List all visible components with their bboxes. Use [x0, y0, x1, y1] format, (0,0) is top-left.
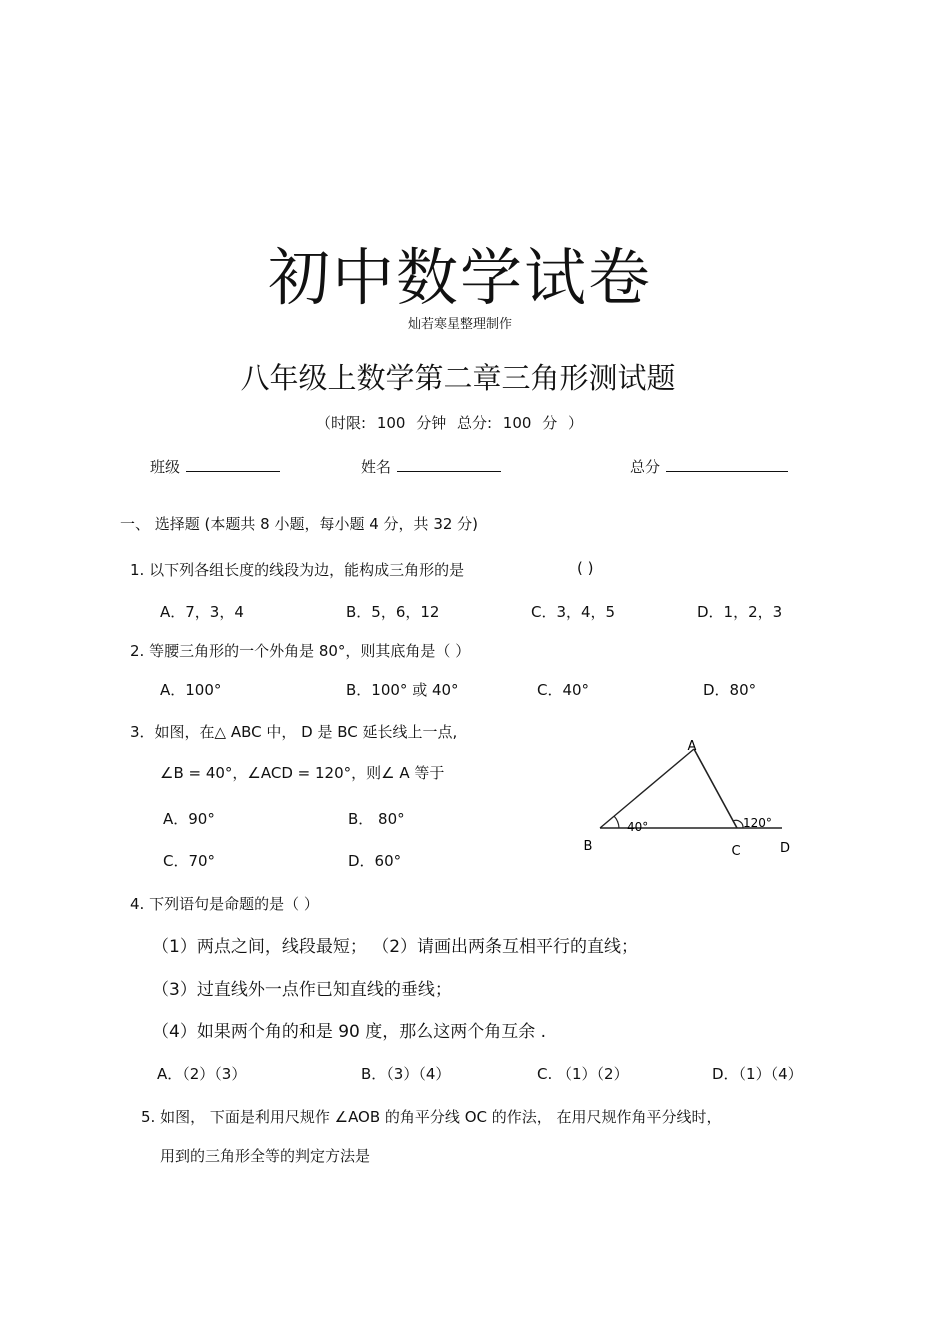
- label-a: A: [687, 739, 697, 754]
- question-2-stem: 2. 等腰三角形的一个外角是 80°，则其底角是（ ）: [130, 642, 471, 660]
- question-3-option-b: B． 80°: [348, 810, 405, 828]
- question-4-option-d: D．（1）（4）: [712, 1065, 803, 1083]
- question-4-stem: 4. 下列语句是命题的是（ ）: [130, 895, 319, 913]
- question-5-stem: 5. 如图， 下面是利用尺规作 ∠AOB 的角平分线 OC 的作法， 在用尺规作角平分线时，: [141, 1108, 722, 1126]
- question-4-item-4: （4）如果两个角的和是 90 度，那么这两个角互余 .: [152, 1022, 547, 1042]
- label-c: C: [731, 844, 741, 859]
- class-blank: [186, 457, 280, 472]
- question-3-option-d: D．60°: [348, 852, 402, 870]
- section-heading: 一、 选择题 (本题共 8 小题，每小题 4 分，共 32 分): [120, 515, 479, 533]
- question-1-answer-paren: ( ): [577, 559, 594, 577]
- score-field: [630, 456, 788, 477]
- side-ac: [694, 749, 737, 828]
- question-1-option-b: B．5，6，12: [346, 603, 440, 621]
- class-field: [150, 456, 280, 477]
- question-1-option-c: C．3，4，5: [531, 603, 616, 621]
- question-1-option-a: A．7，3，4: [160, 603, 244, 621]
- question-2-option-c: C．40°: [537, 681, 590, 699]
- document-title: 初中数学试卷: [267, 241, 652, 314]
- question-3-option-a: A．90°: [163, 810, 215, 828]
- class-label: 班级: [150, 458, 181, 476]
- name-label: 姓名: [361, 458, 392, 476]
- question-5-stem-cont: 用到的三角形全等的判定方法是: [160, 1147, 371, 1165]
- question-3-stem: 3．如图，在△ ABC 中， D 是 BC 延长线上一点,: [130, 723, 458, 741]
- question-4-option-a: A．（2）（3）: [157, 1065, 247, 1083]
- question-3-option-c: C．70°: [163, 852, 216, 870]
- document-subtitle: 灿若寒星整理制作: [407, 317, 512, 332]
- label-angle-acd: 120°: [743, 816, 772, 830]
- question-1-option-d: D．1，2，3: [697, 603, 783, 621]
- question-2-option-b: B．100° 或 40°: [346, 681, 459, 699]
- name-blank: [397, 457, 501, 472]
- question-4-item-3: （3）过直线外一点作已知直线的垂线；: [152, 980, 452, 1000]
- question-1-stem: 1. 以下列各组长度的线段为边，能构成三角形的是: [130, 561, 465, 579]
- time-info: （时限: 100 分钟 总分: 100 分 ）: [316, 414, 583, 432]
- label-d: D: [779, 841, 791, 856]
- name-field: [361, 456, 501, 477]
- exam-title: 八年级上数学第二章三角形测试题: [240, 361, 676, 395]
- question-4-option-c: C. （1）（2）: [537, 1065, 629, 1083]
- label-b: B: [583, 839, 593, 854]
- question-2-option-a: A．100°: [160, 681, 222, 699]
- angle-b-arc: [614, 816, 619, 828]
- question-3-condition: ∠B = 40°，∠ACD = 120°，则∠ A 等于: [160, 764, 445, 782]
- question-4-item-1-2: （1）两点之间，线段最短； （2）请画出两条互相平行的直线；: [152, 937, 639, 957]
- question-4-option-b: B．（3）（4）: [361, 1065, 451, 1083]
- question-2-option-d: D．80°: [703, 681, 757, 699]
- triangle-figure: [575, 732, 800, 862]
- score-blank: [666, 457, 788, 472]
- score-label: 总分: [630, 458, 661, 476]
- label-angle-b: 40°: [627, 820, 649, 834]
